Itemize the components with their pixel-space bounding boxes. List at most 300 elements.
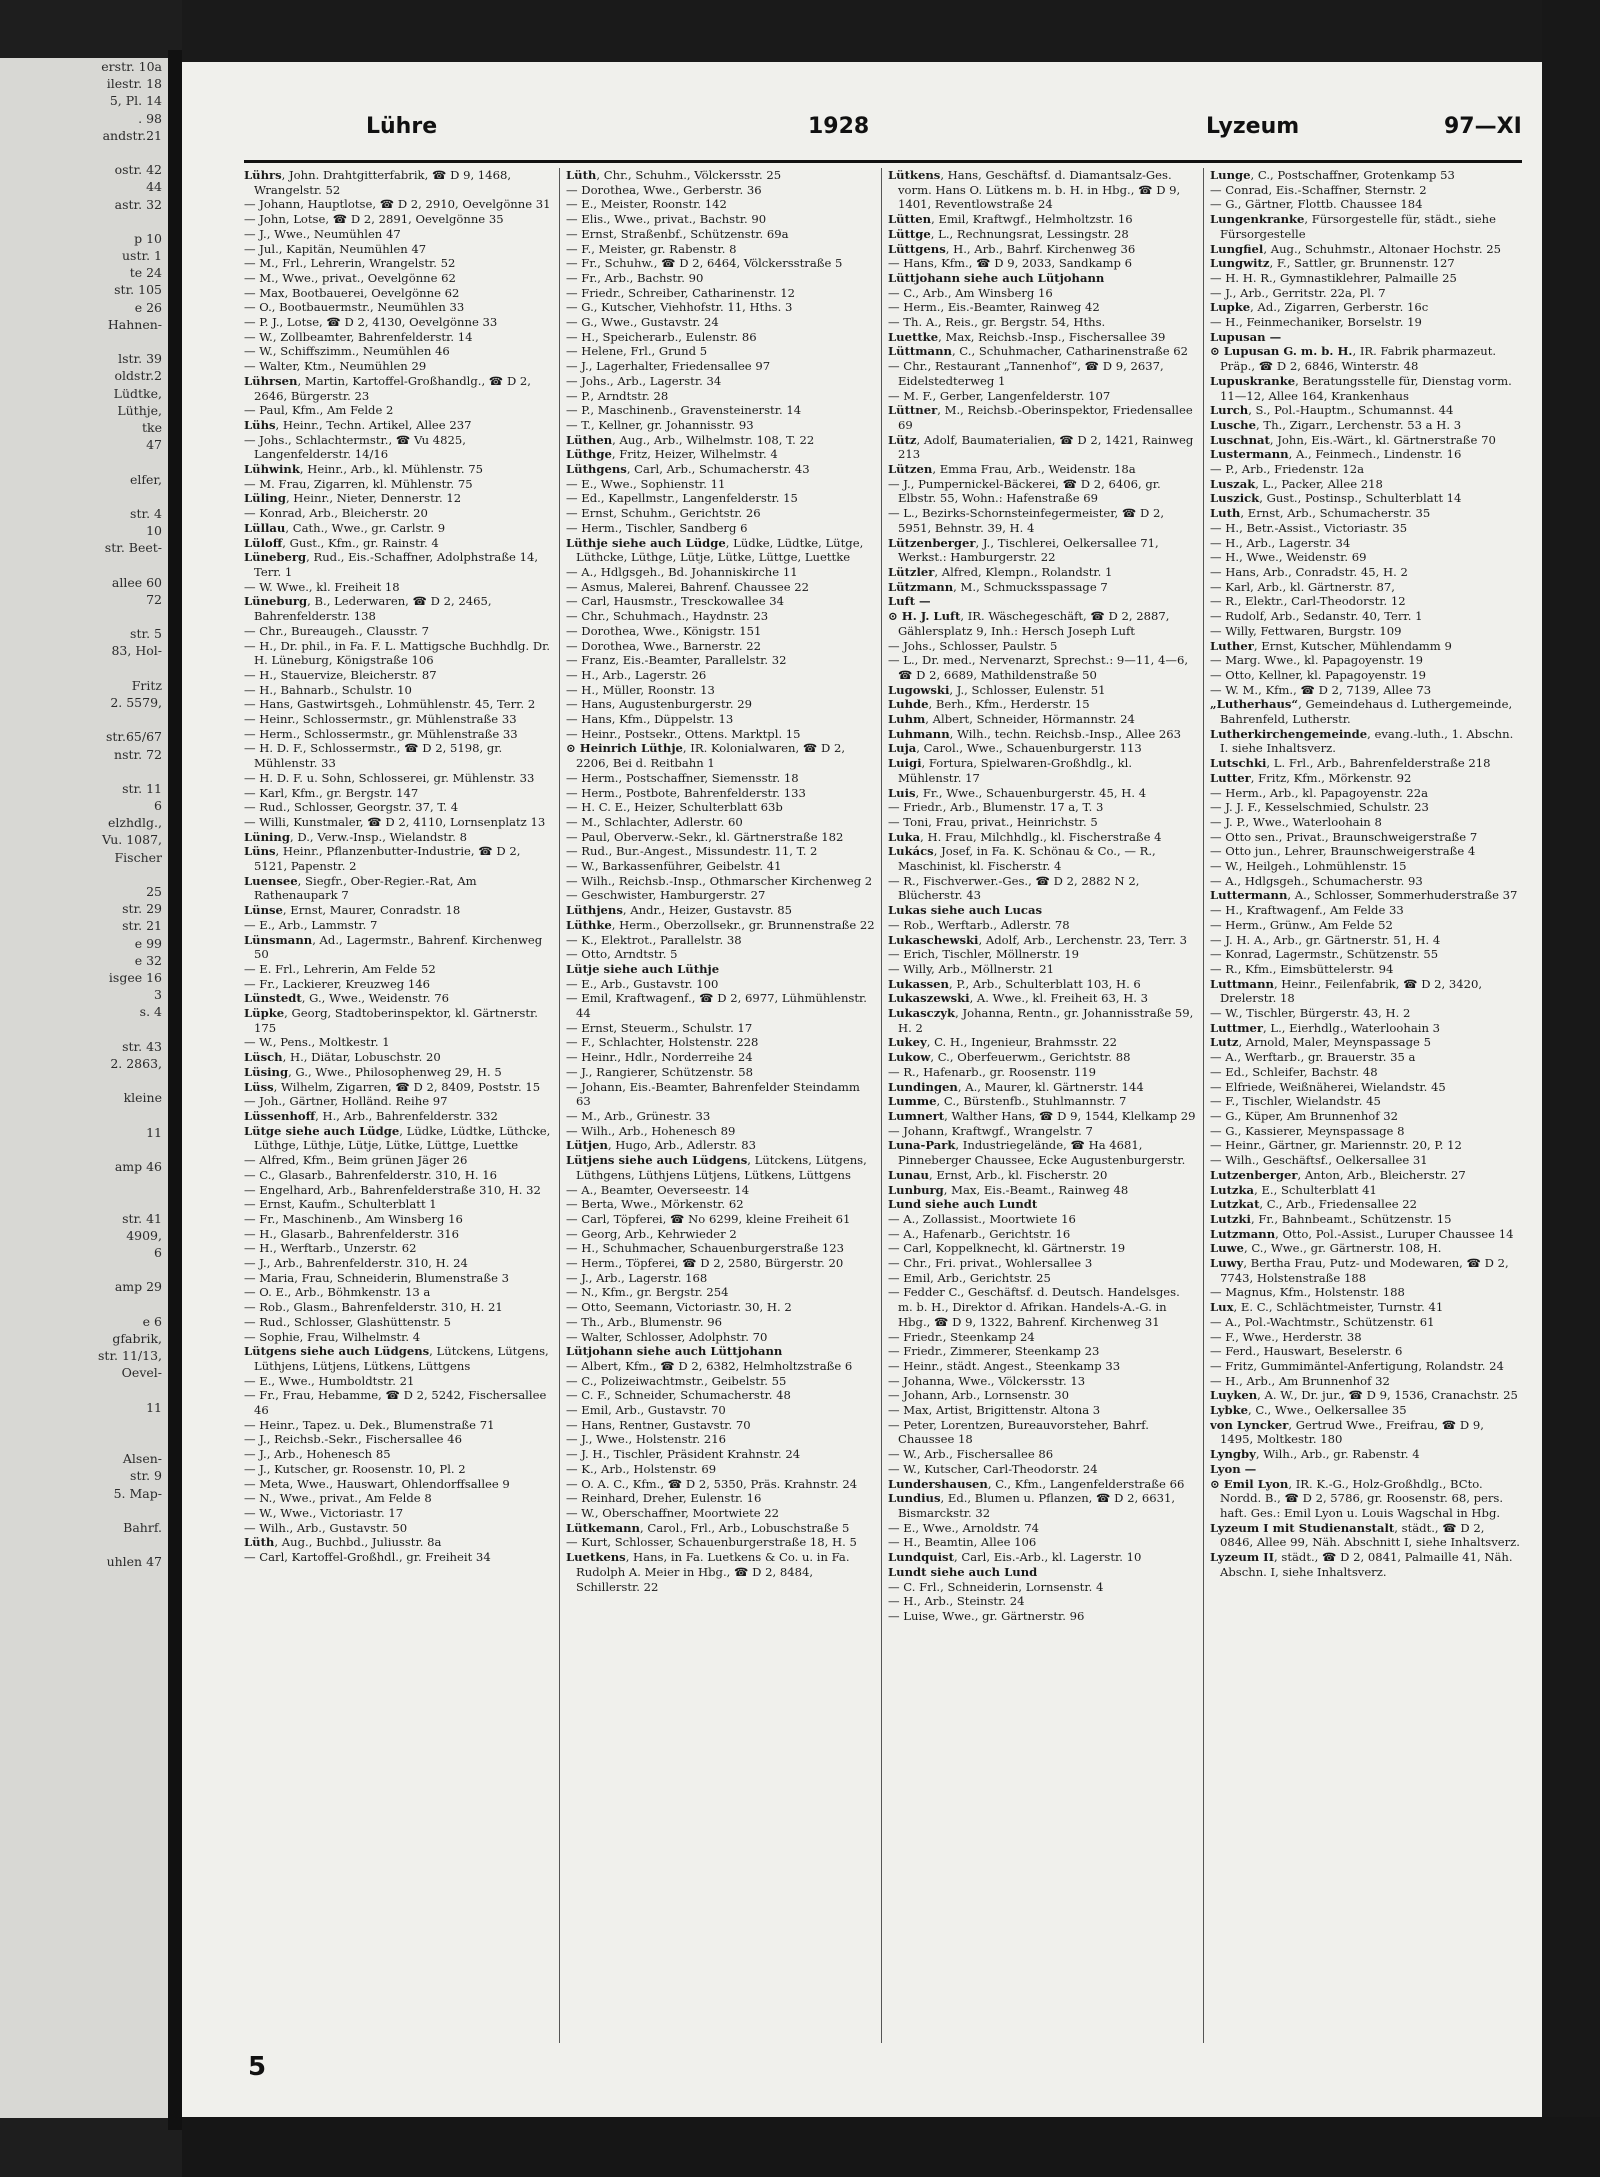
directory-entry: — Th., Arb., Blumenstr. 96 <box>566 1314 722 1329</box>
directory-entry: — E., Meister, Roonstr. 142 <box>566 197 727 212</box>
directory-entry: — Fr., Lackierer, Kreuzweg 146 <box>244 976 431 991</box>
directory-entry: Lüttmann, C., Schuhmacher, Catharinenstraße 62 <box>888 344 1188 359</box>
previous-page-text <box>0 453 168 470</box>
directory-entry: — W., Zollbeamter, Bahrenfelderstr. 14 <box>244 329 473 344</box>
book-gutter <box>168 50 182 2130</box>
directory-entry: — Jul., Kapitän, Neumühlen 47 <box>244 241 427 256</box>
previous-page-text <box>0 1296 168 1313</box>
directory-entry: Lüttjohann siehe auch Lütjohann <box>888 270 1105 285</box>
directory-entry: — Conrad, Eis.-Schaffner, Sternstr. 2 <box>1210 182 1427 197</box>
directory-entry: — H., Stauervize, Bleicherstr. 87 <box>244 667 437 682</box>
directory-entry: Lütge siehe auch Lüdge, Lüdke, Lüdtke, Lüthcke, Lüthge, Lüthje, Lütje, Lütke, Lüttge, Luettke <box>244 1123 551 1153</box>
previous-page-text <box>0 1261 168 1278</box>
previous-page-text: tke <box>142 419 162 435</box>
directory-entry: — G., Gärtner, Flottb. Chaussee 184 <box>1210 197 1423 212</box>
directory-entry: — M. Frau, Zigarren, kl. Mühlenstr. 75 <box>244 476 473 491</box>
previous-page-text: 11 <box>146 1399 162 1415</box>
directory-entry: — Johann, Eis.-Beamter, Bahrenfelder Steindamm 63 <box>566 1079 860 1109</box>
directory-entry: — Sophie, Frau, Wilhelmstr. 4 <box>244 1329 421 1344</box>
directory-entry: — John, Lotse, ☎ D 2, 2891, Oevelgönne 35 <box>244 212 504 227</box>
previous-page-text: . 98 <box>138 110 162 126</box>
previous-page-text <box>0 1106 168 1123</box>
previous-page-text <box>0 608 168 625</box>
directory-entry: — O. A. C., Kfm., ☎ D 2, 5350, Präs. Krahnstr. 24 <box>566 1476 858 1491</box>
directory-entry: — Emil, Arb., Gustavstr. 70 <box>566 1403 726 1418</box>
previous-page-text: isgee 16 <box>108 969 162 985</box>
directory-entry: — Willi, Kunstmaler, ☎ D 2, 4110, Lornsenplatz 13 <box>244 814 546 829</box>
directory-entry: — Carl, Kartoffel-Großhdl., gr. Freiheit 34 <box>244 1550 491 1565</box>
previous-page-text: andstr.21 <box>102 127 162 143</box>
directory-entry: Lüllau, Cath., Wwe., gr. Carlstr. 9 <box>244 520 446 535</box>
directory-entry: — Johs., Schlachtermstr., ☎ Vu 4825, Langenfelderstr. 14/16 <box>244 432 466 462</box>
directory-entry: Lupke, Ad., Zigarren, Gerberstr. 16c <box>1210 300 1429 315</box>
directory-entry: — W. M., Kfm., ☎ D 2, 7139, Allee 73 <box>1210 682 1432 697</box>
previous-page-text: ilestr. 18 <box>106 76 162 92</box>
directory-entry: — F., Meister, gr. Rabenstr. 8 <box>566 241 737 256</box>
directory-entry: Lütten, Emil, Kraftwgf., Helmholtzstr. 16 <box>888 212 1133 227</box>
directory-entry: — J., Rangierer, Schützenstr. 58 <box>566 1064 753 1079</box>
directory-entry: — Fr., Schuhw., ☎ D 2, 6464, Völckersstraße 5 <box>566 256 843 271</box>
directory-entry: — Franz, Eis.-Beamter, Parallelstr. 32 <box>566 653 787 668</box>
directory-entry: — E. Frl., Lehrerin, Am Felde 52 <box>244 961 436 976</box>
directory-entry: Lutzka, E., Schulterblatt 41 <box>1210 1182 1377 1197</box>
directory-entry: Lüthke, Herm., Oberzollsekr., gr. Brunnenstraße 22 <box>566 917 875 932</box>
directory-entry: — Max, Artist, Brigittenstr. Altona 3 <box>888 1403 1101 1418</box>
directory-entry: — H., Arb., Lagerstr. 34 <box>1210 535 1351 550</box>
directory-entry: — T., Kellner, gr. Johannisstr. 93 <box>566 417 754 432</box>
directory-entry: Lüthge, Fritz, Heizer, Wilhelmstr. 4 <box>566 447 778 462</box>
directory-entry: Lünse, Ernst, Maurer, Conradstr. 18 <box>244 903 461 918</box>
directory-entry: — Paul, Oberverw.-Sekr., kl. Gärtnerstraße 182 <box>566 829 844 844</box>
directory-entry: — Heinr., Gärtner, gr. Mariennstr. 20, P. 12 <box>1210 1138 1462 1153</box>
directory-entry: Lüning, D., Verw.-Insp., Wielandstr. 8 <box>244 829 468 844</box>
directory-entry: — G., Küper, Am Brunnenhof 32 <box>1210 1109 1398 1123</box>
scan-border-right <box>1542 0 1600 2177</box>
directory-entry: — Geschwister, Hamburgerstr. 27 <box>566 888 766 903</box>
directory-entry: — F., Schlachter, Holstenstr. 228 <box>566 1035 759 1050</box>
page-header <box>244 114 1524 154</box>
directory-entry: — Willy, Fettwaren, Burgstr. 109 <box>1210 623 1402 638</box>
directory-entry: — H. D. F., Schlossermstr., ☎ D 2, 5198, gr. Mühlenstr. 33 <box>244 741 503 771</box>
directory-entry: Lührsen, Martin, Kartoffel-Großhandlg., ☎ D 2, 2646, Bürgerstr. 23 <box>244 373 531 403</box>
directory-entry: Luja, Carol., Wwe., Schauenburgerstr. 113 <box>888 741 1142 756</box>
directory-entry: — Fr., Maschinenb., Am Winsberg 16 <box>244 1211 463 1226</box>
directory-entry: ⊙ Emil Lyon, IR. K.-G., Holz-Großhdlg., BCto. Nordd. B., ☎ D 2, 5786, gr. Roosenstr. 68, pers. haft. Ges.: Emil Lyon u. Louis Wagschal in Hbg. <box>1210 1476 1504 1520</box>
previous-page-text: te 24 <box>129 265 162 281</box>
previous-page-text: 6 <box>154 798 162 814</box>
directory-entry: — Hans, Gastwirtsgeh., Lohmühlenstr. 45, Terr. 2 <box>244 697 536 712</box>
directory-entry: Lunge, C., Postschaffner, Grotenkamp 53 <box>1210 168 1455 182</box>
previous-page-text: str. 11 <box>122 780 162 796</box>
directory-entry: — Magnus, Kfm., Holstenstr. 188 <box>1210 1285 1405 1300</box>
directory-entry: Luttermann, A., Schlosser, Sommerhuderstraße 37 <box>1210 888 1518 903</box>
previous-page-text: erstr. 10a <box>101 59 162 74</box>
directory-entry: — Marg. Wwe., kl. Papagoyenstr. 19 <box>1210 653 1424 668</box>
directory-entry: — Kurt, Schlosser, Schauenburgerstraße 18, H. 5 <box>566 1535 857 1550</box>
previous-page-text <box>0 1502 168 1519</box>
directory-entry: — E., Wwe., Sophienstr. 11 <box>566 476 726 491</box>
directory-entry: — A., Beamter, Oeverseestr. 14 <box>566 1182 750 1197</box>
directory-entry: — Carl, Koppelknecht, kl. Gärtnerstr. 19 <box>888 1241 1126 1256</box>
previous-page-text: Fischer <box>114 849 162 865</box>
directory-entry: — W., Wwe., Victoriastr. 17 <box>244 1505 404 1520</box>
directory-entry: — Carl, Töpferei, ☎ No 6299, kleine Freiheit 61 <box>566 1211 851 1226</box>
directory-entry: — Joh., Gärtner, Holländ. Reihe 97 <box>244 1094 448 1109</box>
directory-entry: Lüth, Chr., Schuhm., Völckersstr. 25 <box>566 168 782 182</box>
directory-entry: — J., Arb., Lagerstr. 168 <box>566 1270 708 1285</box>
directory-entry: — H. H. R., Gymnastiklehrer, Palmaille 25 <box>1210 270 1457 285</box>
directory-entry: von Lyncker, Gertrud Wwe., Freifrau, ☎ D 9, 1495, Moltkestr. 180 <box>1210 1417 1484 1447</box>
directory-entry: — Herm., Eis.-Beamter, Rainweg 42 <box>888 300 1100 315</box>
previous-page-text: 6 <box>154 1244 162 1260</box>
directory-entry: Luhmann, Wilh., techn. Reichsb.-Insp., Allee 263 <box>888 726 1182 741</box>
column-divider <box>881 168 882 2043</box>
directory-entry: Luszak, L., Packer, Allee 218 <box>1210 476 1383 491</box>
directory-entry: — Maria, Frau, Schneiderin, Blumenstraße 3 <box>244 1270 509 1285</box>
directory-entry: — Emil, Kraftwagenf., ☎ D 2, 6977, Lühmühlenstr. 44 <box>566 991 867 1021</box>
previous-page-text <box>0 556 168 573</box>
directory-entry: — Heinr., Tapez. u. Dek., Blumenstraße 71 <box>244 1417 495 1432</box>
previous-page-text: ustr. 1 <box>122 248 162 264</box>
directory-entry: — A., Zollassist., Moortwiete 16 <box>888 1211 1076 1226</box>
previous-page-text <box>0 1416 168 1433</box>
directory-entry: — Alfred, Kfm., Beim grünen Jäger 26 <box>244 1153 468 1168</box>
previous-page-text: p 10 <box>134 230 162 246</box>
scan-border-bottom <box>182 2117 1600 2177</box>
directory-entry: Lukassen, P., Arb., Schulterblatt 103, H. 6 <box>888 976 1141 991</box>
directory-entry: Lyzeum II, städt., ☎ D 2, 0841, Palmaille 41, Näh. Abschn. I, siehe Inhaltsverz. <box>1210 1550 1513 1579</box>
directory-entry: Luis, Fr., Wwe., Schauenburgerstr. 45, H. 4 <box>888 785 1147 800</box>
previous-page-text: e 99 <box>134 935 162 951</box>
previous-page-text <box>0 1141 168 1158</box>
directory-entry: — G., Wwe., Gustavstr. 24 <box>566 315 719 330</box>
directory-entry: — A., Werftarb., gr. Brauerstr. 35 a <box>1210 1050 1416 1065</box>
previous-page-text: str. 29 <box>122 901 162 917</box>
previous-page-text: 10 <box>146 523 162 539</box>
previous-page-edge <box>0 58 168 2118</box>
directory-entry: — K., Elektrot., Parallelstr. 38 <box>566 932 742 947</box>
directory-entry: — H., Bahnarb., Schulstr. 10 <box>244 682 412 697</box>
previous-page-text <box>0 1381 168 1398</box>
directory-entry: — J. J. F., Kesselschmied, Schulstr. 23 <box>1210 800 1429 815</box>
directory-entry: — Otto, Seemann, Victoriastr. 30, H. 2 <box>566 1300 792 1315</box>
directory-entry: — L., Bezirks-Schornsteinfegermeister, ☎ D 2, 5951, Behnstr. 39, H. 4 <box>888 506 1165 535</box>
directory-entry: Lütjohann siehe auch Lüttjohann <box>566 1344 783 1359</box>
directory-entry: — H., Wwe., Weidenstr. 69 <box>1210 550 1367 565</box>
directory-entry: Lungwitz, F., Sattler, gr. Brunnenstr. 127 <box>1210 256 1455 271</box>
directory-entry: — G., Kutscher, Viehhofstr. 11, Hths. 3 <box>566 300 793 315</box>
directory-entry: — H., Feinmechaniker, Borselstr. 19 <box>1210 315 1422 330</box>
previous-page-text: ostr. 42 <box>114 162 162 178</box>
previous-page-text <box>0 1433 168 1450</box>
directory-entry: — Dorothea, Wwe., Königstr. 151 <box>566 623 762 638</box>
previous-page-text: elzhdlg., <box>108 815 162 831</box>
directory-entry: — R., Elektr., Carl-Theodorstr. 12 <box>1210 594 1406 609</box>
directory-entry: Lüttner, M., Reichsb.-Oberinspektor, Friedensallee 69 <box>888 403 1193 432</box>
previous-page-text: Hahnen- <box>107 316 162 332</box>
directory-entry: Lutherkirchengemeinde, evang.-luth., 1. Abschn. I. siehe Inhaltsverz. <box>1210 726 1514 756</box>
previous-page-text <box>0 660 168 677</box>
header-last-entry: Lyzeum <box>1206 114 1300 139</box>
column-2 <box>566 168 876 2048</box>
header-page-code: 97—XI <box>1444 114 1522 139</box>
directory-entry: Luther, Ernst, Kutscher, Mühlendamm 9 <box>1210 638 1452 653</box>
previous-page-text <box>0 1072 168 1089</box>
directory-entry: Lüttge, L., Rechnungsrat, Lessingstr. 28 <box>888 226 1129 241</box>
directory-entry: — G., Kassierer, Meynspassage 8 <box>1210 1123 1405 1138</box>
directory-entry: Lüthje siehe auch Lüdge, Lüdke, Lüdtke, Lütge, Lüthcke, Lüthge, Lütje, Lütke, Lüttge, Luettke <box>566 535 864 565</box>
directory-entry: — Herm., Postbote, Bahrenfelderstr. 133 <box>566 785 806 800</box>
directory-entry: — F., Wwe., Herderstr. 38 <box>1210 1329 1362 1344</box>
directory-entry: — Georg, Arb., Kehrwieder 2 <box>566 1226 737 1241</box>
directory-entry: Lüsing, G., Wwe., Philosophenweg 29, H. 5 <box>244 1064 502 1079</box>
directory-entry: — A., Hafenarb., Gerichtstr. 16 <box>888 1226 1071 1241</box>
directory-entry: — Heinr., städt. Angest., Steenkamp 33 <box>888 1358 1121 1373</box>
directory-entry: — Otto, Kellner, kl. Papagoyenstr. 19 <box>1210 667 1426 682</box>
previous-page-text: kleine <box>123 1090 162 1106</box>
directory-entry: — Herm., Töpferei, ☎ D 2, 2580, Bürgerstr. 20 <box>566 1256 844 1271</box>
directory-entry: Lutzki, Fr., Bahnbeamt., Schützenstr. 15 <box>1210 1211 1452 1226</box>
directory-entry: Lyngby, Wilh., Arb., gr. Rabenstr. 4 <box>1210 1447 1420 1462</box>
directory-entry: — H., Arb., Am Brunnenhof 32 <box>1210 1373 1390 1388</box>
previous-page-text: lstr. 39 <box>118 351 162 367</box>
directory-entry: Lüss, Wilhelm, Zigarren, ☎ D 2, 8409, Poststr. 15 <box>244 1079 541 1094</box>
directory-entry: — F., Tischler, Wielandstr. 45 <box>1210 1094 1381 1109</box>
directory-entry: Lundershausen, C., Kfm., Langenfelderstraße 66 <box>888 1476 1185 1491</box>
previous-page-text: str. 43 <box>122 1038 162 1054</box>
directory-entry: — Johanna, Wwe., Völckersstr. 13 <box>888 1373 1086 1388</box>
previous-page-text: elfer, <box>130 471 162 487</box>
directory-entry: Lüsch, H., Diätar, Lobuschstr. 20 <box>244 1050 441 1065</box>
directory-entry: — Karl, Arb., kl. Gärtnerstr. 87, <box>1210 579 1395 594</box>
header-year: 1928 <box>808 114 870 139</box>
directory-entry: — H. C. E., Heizer, Schulterblatt 63b <box>566 800 783 815</box>
directory-entry: Luyken, A. W., Dr. jur., ☎ D 9, 1536, Cranachstr. 25 <box>1210 1388 1518 1403</box>
directory-entry: Luttmer, L., Eierhdlg., Waterloohain 3 <box>1210 1020 1440 1035</box>
previous-page-text: Vu. 1087, <box>101 832 162 848</box>
directory-entry: — Chr., Bureaugeh., Clausstr. 7 <box>244 623 430 638</box>
directory-entry: — Chr., Schuhmach., Haydnstr. 23 <box>566 609 769 624</box>
directory-entry: — H., Speicherarb., Eulenstr. 86 <box>566 329 757 344</box>
directory-entry: Luna-Park, Industriegelände, ☎ Ha 4681, Pinneberger Chaussee, Ecke Augustenburgerstr. <box>888 1138 1186 1168</box>
previous-page-text: 47 <box>146 437 162 453</box>
previous-page-text: e 26 <box>134 299 162 315</box>
previous-page-text: Alsen- <box>122 1451 162 1467</box>
column-divider <box>559 168 560 2043</box>
directory-entry: — Engelhard, Arb., Bahrenfelderstraße 310, H. 32 <box>244 1182 541 1197</box>
directory-entry: — K., Arb., Holstenstr. 69 <box>566 1461 717 1476</box>
directory-entry: — P., Maschinenb., Gravensteinerstr. 14 <box>566 403 802 418</box>
directory-entry: Lupusan — <box>1210 329 1282 344</box>
previous-page-text: nstr. 72 <box>114 746 162 762</box>
directory-entry: Lumme, C., Bürstenfb., Stuhlmannstr. 7 <box>888 1094 1127 1109</box>
directory-entry: Luhde, Berh., Kfm., Herderstr. 15 <box>888 697 1090 712</box>
directory-entry: ⊙ H. J. Luft, IR. Wäschegeschäft, ☎ D 2, 2887, Gählersplatz 9, Inh.: Hersch Joseph Luft <box>888 609 1170 638</box>
directory-entry: — P. J., Lotse, ☎ D 2, 4130, Oevelgönne 33 <box>244 315 498 330</box>
directory-entry: Lüling, Heinr., Nieter, Dennerstr. 12 <box>244 491 462 506</box>
directory-entry: — J., Pumpernickel-Bäckerei, ☎ D 2, 6406, gr. Elbstr. 55, Wohn.: Hafenstraße 69 <box>888 476 1161 506</box>
header-rule <box>244 160 1522 163</box>
directory-entry: — Ferd., Hauswart, Beselerstr. 6 <box>1210 1344 1403 1359</box>
previous-page-text: Lüdtke, <box>113 385 162 401</box>
directory-entry: — W., Schiffszimm., Neumühlen 46 <box>244 344 450 359</box>
previous-page-text: 44 <box>146 179 162 195</box>
previous-page-text: 2. 2863, <box>110 1055 162 1071</box>
directory-entry: — Wilh., Geschäftsf., Oelkersallee 31 <box>1210 1153 1428 1168</box>
directory-entry: Luttmann, Heinr., Feilenfabrik, ☎ D 2, 3420, Drelerstr. 18 <box>1210 976 1483 1006</box>
directory-entry: Lugowski, J., Schlosser, Eulenstr. 51 <box>888 682 1106 697</box>
previous-page-text <box>0 488 168 505</box>
previous-page-text: amp 46 <box>114 1159 162 1174</box>
directory-entry: — J., Lagerhalter, Friedensallee 97 <box>566 359 771 374</box>
directory-entry: Lurch, S., Pol.-Hauptm., Schumannst. 44 <box>1210 403 1454 418</box>
directory-entry: — Hans, Arb., Conradstr. 45, H. 2 <box>1210 564 1408 579</box>
directory-entry: Lundquist, Carl, Eis.-Arb., kl. Lagerstr. 10 <box>888 1550 1142 1565</box>
directory-entry: — Wilh., Arb., Gustavstr. 50 <box>244 1520 408 1535</box>
directory-entry: Luwy, Bertha Frau, Putz- und Modewaren, ☎ D 2, 7743, Holstenstraße 188 <box>1210 1256 1509 1285</box>
directory-entry: — Carl, Hausmstr., Tresckowallee 34 <box>566 594 785 609</box>
directory-entry: Lüthjens, Andr., Heizer, Gustavstr. 85 <box>566 903 792 918</box>
directory-entry: — Rob., Werftarb., Adlerstr. 78 <box>888 917 1070 932</box>
previous-page-text: 4909, <box>126 1227 162 1243</box>
directory-entry: Lutzmann, Otto, Pol.-Assist., Luruper Chaussee 14 <box>1210 1226 1514 1241</box>
directory-entry: — Rud., Bur.-Angest., Missundestr. 11, T. 2 <box>566 844 818 859</box>
previous-page-text: str. 21 <box>122 918 162 934</box>
directory-entry: — Helene, Frl., Grund 5 <box>566 344 708 359</box>
directory-entry: Lundingen, A., Maurer, kl. Gärtnerstr. 144 <box>888 1079 1144 1094</box>
directory-entry: — W., Oberschaffner, Moortwiete 22 <box>566 1505 780 1520</box>
previous-page-text: str.65/67 <box>105 729 162 745</box>
directory-entry: — N., Kfm., gr. Bergstr. 254 <box>566 1285 729 1300</box>
directory-entry: ⊙ Heinrich Lüthje, IR. Kolonialwaren, ☎ D 2, 2206, Bei d. Reitbahn 1 <box>566 741 845 771</box>
directory-entry: — Wilh., Reichsb.-Insp., Othmarscher Kirchenweg 2 <box>566 873 873 888</box>
directory-entry: — Heinr., Hdlr., Norderreihe 24 <box>566 1050 753 1065</box>
previous-page-text: str. 9 <box>130 1468 162 1484</box>
directory-entry: — Rob., Glasm., Bahrenfelderstr. 310, H. 21 <box>244 1300 503 1315</box>
directory-entry: — P., Arndtstr. 28 <box>566 388 669 403</box>
directory-entry: Lütjens siehe auch Lüdgens, Lütckens, Lütgens, Lüthgens, Lüthjens Lütjens, Lütkens, Lüttgens <box>566 1153 867 1182</box>
previous-page-text: Fritz <box>131 677 162 693</box>
directory-entry: Lüns, Heinr., Pflanzenbutter-Industrie, ☎ D 2, 5121, Papenstr. 2 <box>244 844 521 874</box>
previous-page-text: astr. 32 <box>114 196 162 212</box>
directory-entry: — J. H. A., Arb., gr. Gärtnerstr. 51, H. 4 <box>1210 932 1441 947</box>
previous-page-text: 3 <box>154 987 162 1003</box>
directory-entry: Lüth, Aug., Buchbd., Juliusstr. 8a <box>244 1535 442 1550</box>
directory-entry: Lützenberger, J., Tischlerei, Oelkersallee 71, Werkst.: Hamburgerstr. 22 <box>888 535 1159 565</box>
directory-entry: — C., Polizeiwachtmstr., Geibelstr. 55 <box>566 1373 787 1388</box>
previous-page-text <box>0 144 168 161</box>
directory-entry: — Hans, Rentner, Gustavstr. 70 <box>566 1417 751 1432</box>
directory-entry: — Dorothea, Wwe., Barnerstr. 22 <box>566 638 761 653</box>
directory-entry: Lyzeum I mit Studienanstalt, städt., ☎ D 2, 0846, Allee 99, Näh. Abschnitt I, siehe Inhaltsverz. <box>1210 1520 1520 1550</box>
directory-entry: — Herm., Tischler, Sandberg 6 <box>566 520 748 535</box>
directory-entry: — Fr., Arb., Bachstr. 90 <box>566 270 704 285</box>
directory-entry: Luft — <box>888 594 931 609</box>
previous-page-text: str. 41 <box>122 1210 162 1226</box>
directory-entry: — W., Pens., Moltkestr. 1 <box>244 1035 390 1050</box>
directory-entry: — Luise, Wwe., gr. Gärtnerstr. 96 <box>888 1608 1085 1623</box>
directory-entry: Lux, E. C., Schlächtmeister, Turnstr. 41 <box>1210 1300 1444 1315</box>
directory-entry: — Elis., Wwe., privat., Bachstr. 90 <box>566 212 767 227</box>
previous-page-text <box>0 1021 168 1038</box>
directory-entry: — H., Müller, Roonstr. 13 <box>566 682 715 697</box>
directory-entry: — H., Glasarb., Bahrenfelderstr. 316 <box>244 1226 460 1241</box>
directory-entry: — Emil, Arb., Gerichtstr. 25 <box>888 1270 1051 1285</box>
directory-entry: — Fritz, Gummimäntel-Anfertigung, Rolandstr. 24 <box>1210 1358 1504 1373</box>
directory-entry: Lutz, Arnold, Maler, Meynspassage 5 <box>1210 1035 1431 1050</box>
directory-entry: — Friedr., Steenkamp 24 <box>888 1329 1035 1344</box>
previous-page-text: str. Beet- <box>104 540 162 556</box>
previous-page-text: str. 4 <box>130 505 162 521</box>
directory-entry: Lütkemann, Carol., Frl., Arb., Lobuschstraße 5 <box>566 1520 850 1535</box>
previous-page-text <box>0 711 168 728</box>
directory-entry: — J., Wwe., Neumühlen 47 <box>244 226 401 241</box>
directory-entry: — Albert, Kfm., ☎ D 2, 6382, Helmholtzstraße 6 <box>566 1358 853 1373</box>
directory-entry: Lunau, Ernst, Arb., kl. Fischerstr. 20 <box>888 1167 1108 1182</box>
previous-page-text: str. 5 <box>130 626 162 642</box>
page-number: 5 <box>248 2052 267 2082</box>
previous-page-text <box>0 1192 168 1209</box>
directory-entry: — R., Kfm., Eimsbüttelerstr. 94 <box>1210 961 1394 976</box>
previous-page-text: str. 105 <box>114 282 162 298</box>
directory-entry: Lund siehe auch Lundt <box>888 1197 1038 1212</box>
directory-entry: — N., Wwe., privat., Am Felde 8 <box>244 1491 432 1506</box>
directory-entry: — H., Dr. phil., in Fa. F. L. Mattigsche Buchhdlg. Dr. H. Lüneburg, Königstraße 106 <box>244 638 551 668</box>
directory-entry: Lüneburg, B., Lederwaren, ☎ D 2, 2465, Bahrenfelderstr. 138 <box>244 594 492 624</box>
directory-entry: — Chr., Fri. privat., Wohlersallee 3 <box>888 1256 1093 1271</box>
directory-entry: — Johann, Kraftwgf., Wrangelstr. 7 <box>888 1123 1093 1138</box>
previous-page-text: str. 11/13, <box>98 1348 162 1364</box>
previous-page-text <box>0 866 168 883</box>
column-1 <box>244 168 554 2048</box>
scan-border-top <box>182 0 1600 62</box>
directory-entry: Lunburg, Max, Eis.-Beamt., Rainweg 48 <box>888 1182 1129 1197</box>
directory-entry: — A., Hdlgsgeh., Bd. Johanniskirche 11 <box>566 564 798 579</box>
directory-entry: — C., Arb., Am Winsberg 16 <box>888 285 1053 300</box>
directory-entry: — Friedr., Arb., Blumenstr. 17 a, T. 3 <box>888 800 1104 815</box>
directory-entry: Lundius, Ed., Blumen u. Pflanzen, ☎ D 2, 6631, Bismarckstr. 32 <box>888 1491 1176 1520</box>
previous-page-text: s. 4 <box>139 1004 162 1020</box>
directory-entry: — Hans, Kfm., ☎ D 9, 2033, Sandkamp 6 <box>888 256 1132 271</box>
directory-entry: — Max, Bootbauerei, Oevelgönne 62 <box>244 285 460 300</box>
directory-entry: — Ernst, Kaufm., Schulterblatt 1 <box>244 1197 437 1212</box>
directory-entry: — Walter, Schlosser, Adolphstr. 70 <box>566 1329 768 1344</box>
directory-entry: Lützmann, M., Schmucksspassage 7 <box>888 579 1108 594</box>
directory-entry: Luigi, Fortura, Spielwaren-Großhdlg., kl. Mühlenstr. 17 <box>888 756 1133 785</box>
directory-entry: Lukas siehe auch Lucas <box>888 903 1042 918</box>
directory-entry: — W., Heilgeh., Lohmühlenstr. 15 <box>1210 859 1407 874</box>
previous-page-text: oldstr.2 <box>114 368 162 384</box>
directory-entry: Luszick, Gust., Postinsp., Schulterblatt 14 <box>1210 491 1462 506</box>
directory-entry: — W., Tischler, Bürgerstr. 43, H. 2 <box>1210 1006 1411 1021</box>
directory-entry: Lustermann, A., Feinmech., Lindenstr. 16 <box>1210 447 1462 462</box>
directory-entry: Lühwink, Heinr., Arb., kl. Mühlenstr. 75 <box>244 462 484 477</box>
directory-entry: Lütjen, Hugo, Arb., Adlerstr. 83 <box>566 1138 756 1153</box>
directory-entry: — Rudolf, Arb., Sedanstr. 40, Terr. 1 <box>1210 609 1423 624</box>
directory-entry: — Hans, Augustenburgerstr. 29 <box>566 697 753 712</box>
directory-entry: — Meta, Wwe., Hauswart, Ohlendorffsallee 9 <box>244 1476 510 1491</box>
directory-entry: — Konrad, Arb., Bleicherstr. 20 <box>244 506 428 521</box>
directory-entry: — J. H., Tischler, Präsident Krahnstr. 24 <box>566 1447 801 1462</box>
directory-entry: Lumnert, Walther Hans, ☎ D 9, 1544, Klelkamp 29 <box>888 1109 1196 1123</box>
directory-entry: Luschnat, John, Eis.-Wärt., kl. Gärtnerstraße 70 <box>1210 432 1496 447</box>
directory-entry: — E., Arb., Gustavstr. 100 <box>566 976 719 991</box>
directory-entry: — Dorothea, Wwe., Gerberstr. 36 <box>566 182 762 197</box>
previous-page-text: uhlen 47 <box>106 1554 162 1570</box>
directory-entry: Lützen, Emma Frau, Arb., Weidenstr. 18a <box>888 462 1136 477</box>
directory-entry: — A., Pol.-Wachtmstr., Schützenstr. 61 <box>1210 1314 1435 1329</box>
directory-entry: Lüttgens, H., Arb., Bahrf. Kirchenweg 36 <box>888 241 1136 256</box>
